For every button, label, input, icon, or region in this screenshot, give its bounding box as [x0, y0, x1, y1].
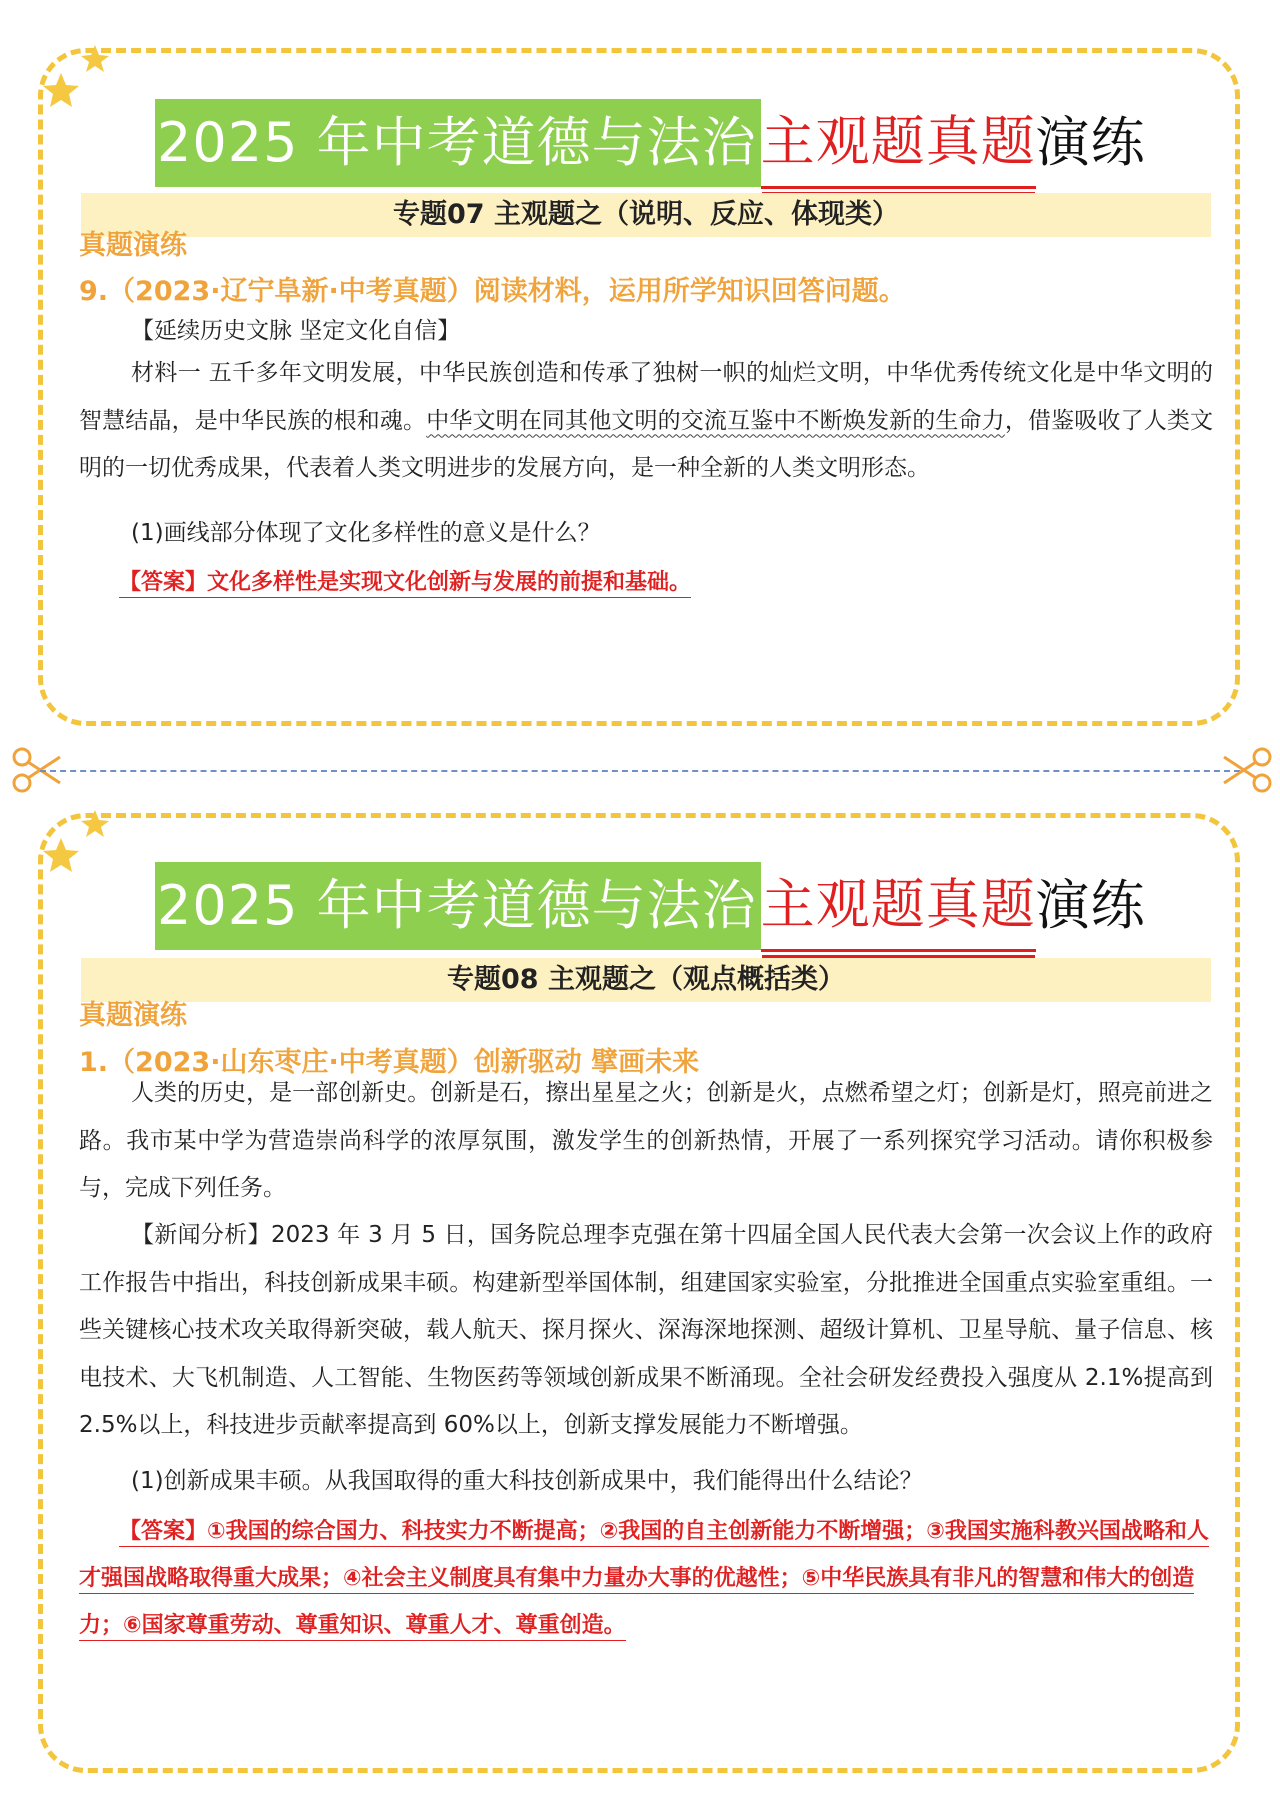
page-banner: [155, 862, 1146, 950]
news-paragraph: 【新闻分析】2023 年 3 月 5 日，国务院总理李克强在第十四届全国人民代表大会第一次会议上作的政府工作报告中指出，科技创新成果丰硕。构建新型举国体制，组建国家实验室，分批推进全国重点实验室重组。一些关键核心技术攻关取得新突破，载人航天、探月探火、深海深地探测、超级计算机、卫星导航、量子信息、核电技术、大飞机制造、人工智能、生物医药等领域创新成果不断涌现。全社会研发经费投入强度从 2.1%提高到 2.5%以上，科技进步贡献率提高到 60%以上，创新支撑发展能力不断增强。: [79, 1222, 1213, 1438]
answer-text: 【答案】①我国的综合国力、科技实力不断提高；②我国的自主创新能力不断增强；③我国实施科教兴国战略和人才强国战略取得重大成果；④社会主义制度具有集中力量办大事的优越性；⑤中华民族具有非凡的智慧和伟大的创造力；⑥国家尊重劳动、尊重知识、尊重人才、尊重创造。: [79, 1519, 1209, 1641]
banner-green-text: 2025 年中考道德与法治: [155, 862, 761, 950]
question-card-2: [38, 813, 1240, 1773]
intro-paragraph: 人类的历史，是一部创新史。创新是石，擦出星星之火；创新是火，点燃希望之灯；创新是灯，照亮前进之路。我市某中学为营造崇尚科学的浓厚氛围，激发学生的创新热情，开展了一系列探究学习活动。请你积极参与，完成下列任务。: [79, 1080, 1213, 1201]
section-label: 真题演练: [79, 230, 187, 261]
material-text-a: 材料一 五千多年文明发展，中华民族创造和传承了独树一帜的灿烂文明，中华优秀传统文化是中华文明的智慧结晶，是中华民族的根和魂。: [79, 360, 1213, 434]
section-label: 真题演练: [79, 1000, 187, 1031]
answer: [79, 559, 1213, 606]
answer-text: 【答案】文化多样性是实现文化创新与发展的前提和基础。: [119, 570, 691, 598]
star-decoration-icon: [39, 808, 129, 898]
material-text-c: ，借鉴吸收了人类文明的一切优秀成果，代表着人类文明进步的发展方向，是一种全新的人类文明形态。: [79, 407, 1214, 481]
star-decoration-icon: [39, 43, 129, 133]
heading-text: 【延续历史文脉 坚定文化自信】: [131, 318, 461, 344]
banner-red-text: 主观题真题: [761, 861, 1036, 952]
scissors-icon-right: [1220, 743, 1274, 797]
underlined-text: 中华文明在同其他文明的交流互鉴中不断焕发新的生命力: [426, 407, 1005, 434]
banner-black-text: 演练: [1035, 874, 1146, 937]
answer: [79, 1508, 1213, 1649]
topic-subtitle: 专题07 主观题之（说明、反应、体现类）: [81, 193, 1211, 237]
material-paragraph: [79, 350, 1213, 493]
sub-question: (1)画线部分体现了文化多样性的意义是什么？: [131, 520, 601, 546]
banner-green-text: 2025 年中考道德与法治: [155, 99, 761, 187]
banner-black-text: 演练: [1035, 111, 1146, 174]
page-banner: [155, 99, 1146, 187]
material-heading: [79, 308, 1213, 356]
question-title: 1.（2023·山东枣庄·中考真题）创新驱动 擘画未来: [79, 1047, 700, 1078]
banner-red-text: 主观题真题: [761, 98, 1036, 189]
sub-question: (1)创新成果丰硕。从我国取得的重大科技创新成果中，我们能得出什么结论？: [131, 1468, 923, 1494]
question-title: 9.（2023·辽宁阜新·中考真题）阅读材料，运用所学知识回答问题。: [79, 276, 906, 307]
topic-subtitle: 专题08 主观题之（观点概括类）: [81, 958, 1211, 1002]
cut-line-divider: [40, 770, 1240, 772]
question-card-1: [38, 48, 1240, 726]
